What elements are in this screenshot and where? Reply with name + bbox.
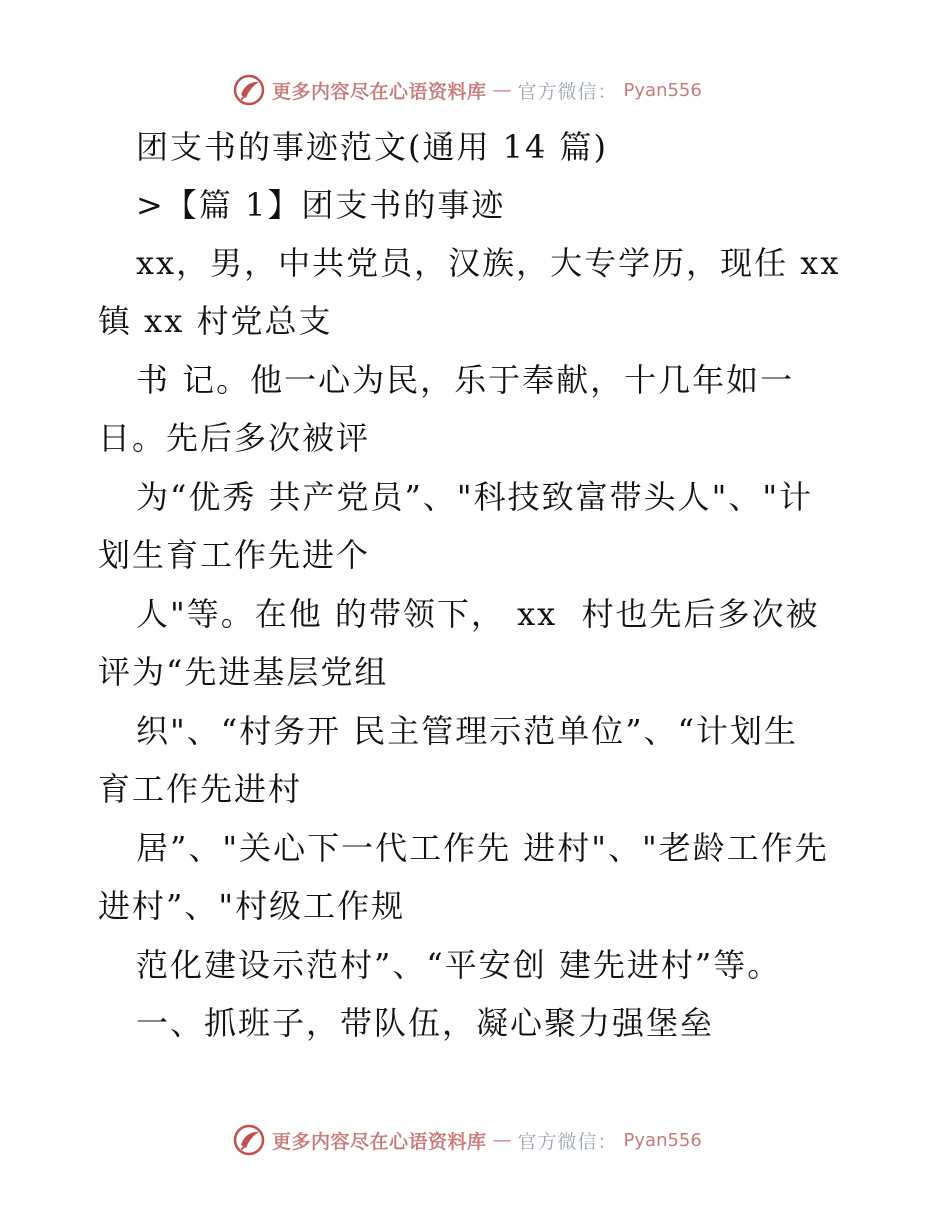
- watermark-dash: —: [492, 1129, 512, 1151]
- section-heading: >【篇 1】团支书的事迹: [136, 186, 506, 224]
- paragraph-line: 织"、“村务开 民主管理示范单位”、“计划生: [136, 712, 798, 750]
- brand-logo-icon: [232, 73, 266, 107]
- footer-watermark: [232, 1122, 702, 1158]
- watermark-dash: —: [492, 79, 512, 101]
- paragraph-line: 划生育工作先进个: [98, 536, 371, 574]
- header-watermark: [232, 72, 702, 108]
- paragraph-line: 日。先后多次被评: [98, 419, 371, 457]
- subsection-heading: 一、抓班子，带队伍，凝心聚力强堡垒: [136, 1004, 715, 1042]
- paragraph-line: 育工作先进村: [98, 770, 303, 808]
- watermark-brand-text: 更多内容尽在心语资料库: [272, 80, 487, 103]
- paragraph-line: xx，男，中共党员，汉族，大专学历，现任 xx: [136, 244, 841, 282]
- watermark-wechat-id: Pyan556: [623, 1129, 702, 1151]
- paragraph-line: 书 记。他一心为民，乐于奉献，十几年如一: [136, 361, 795, 399]
- brand-logo-icon: [232, 1123, 266, 1157]
- paragraph-line: 进村”、"村级工作规: [98, 887, 406, 925]
- watermark-brand-text: 更多内容尽在心语资料库: [272, 1130, 487, 1153]
- document-title: 团支书的事迹范文(通用 14 篇): [136, 128, 609, 166]
- paragraph-line: 居”、"关心下一代工作先 进村"、"老龄工作先: [136, 829, 829, 867]
- paragraph-line: 镇 xx 村党总支: [98, 302, 333, 340]
- watermark-official-label: 官方微信：: [517, 80, 618, 103]
- watermark-wechat-id: Pyan556: [623, 79, 702, 101]
- paragraph-line: 评为“先进基层党组: [98, 653, 389, 691]
- watermark-official-label: 官方微信：: [517, 1130, 618, 1153]
- paragraph-line: 范化建设示范村”、“平安创 建先进村”等。: [136, 946, 782, 984]
- paragraph-line: 人"等。在他 的带领下， xx 村也先后多次被: [136, 595, 820, 633]
- paragraph-line: 为“优秀 共产党员”、"科技致富带头人"、"计: [136, 478, 814, 516]
